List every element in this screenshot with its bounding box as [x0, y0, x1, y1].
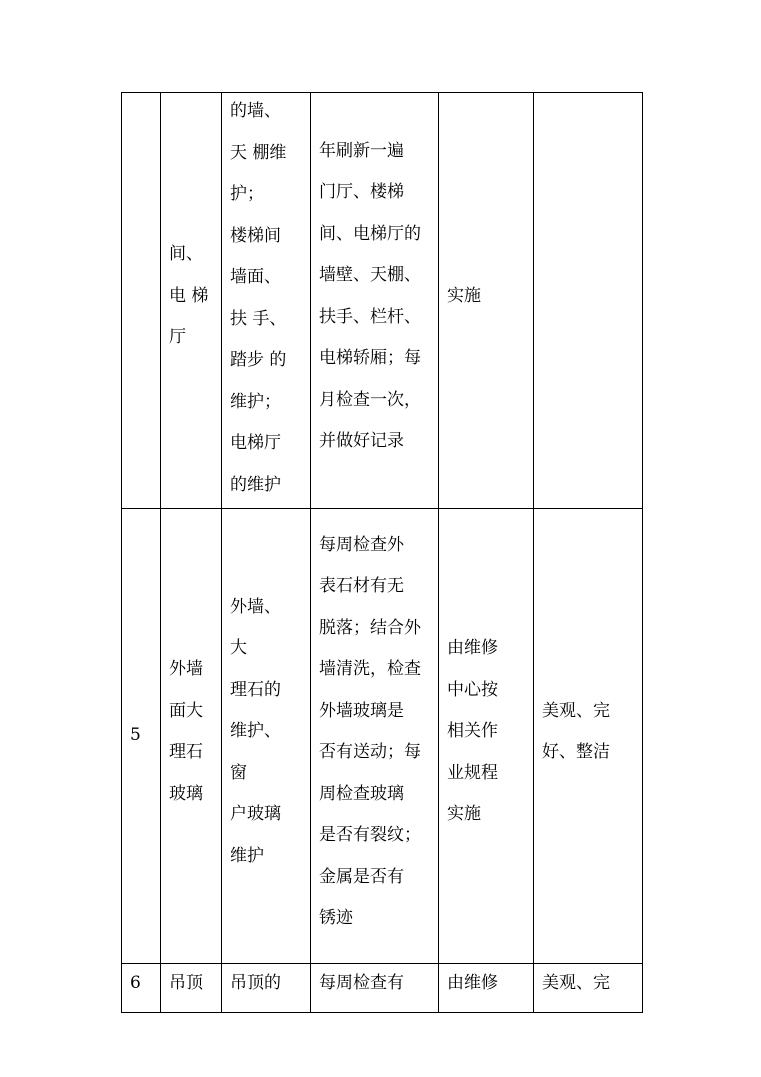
- cell-standard: [311, 964, 439, 1013]
- cell-line: 维护: [230, 845, 264, 866]
- cell-line: 间、电梯厅的: [319, 223, 421, 244]
- cell-standard: [311, 93, 439, 509]
- cell-line: 表石材有无: [319, 576, 404, 596]
- cell-content: [222, 93, 311, 509]
- cell-line: 理石的: [230, 679, 281, 700]
- cell-line: 外墙: [169, 659, 203, 679]
- cell-result: [534, 964, 643, 1013]
- cell-standard: [311, 509, 439, 964]
- cell-executor: [439, 964, 534, 1013]
- cell-line: 周检查玻璃: [319, 783, 404, 804]
- cell-line: 年刷新一遍: [319, 140, 404, 161]
- cell-line: 吊顶的: [230, 973, 281, 993]
- cell-line: 月检查一次，: [319, 389, 421, 410]
- cell-line: 的墙、: [230, 101, 281, 121]
- cell-line: 维护、: [230, 721, 281, 742]
- cell-line: 间、: [169, 244, 203, 265]
- cell-no: [122, 509, 161, 964]
- cell-result: [534, 509, 643, 964]
- cell-line: 金属是否有: [319, 866, 404, 887]
- cell-line: 的维护: [230, 474, 281, 495]
- cell-line: 中心按: [447, 679, 498, 700]
- cell-line: 门厅、楼梯: [319, 182, 404, 202]
- cell-line: 理石: [169, 742, 203, 762]
- cell-line: 扶手、栏杆、: [319, 306, 421, 327]
- cell-line: 户玻璃: [230, 804, 281, 825]
- cell-line: 电梯轿厢；每: [319, 348, 421, 368]
- cell-line: 吊顶: [169, 973, 203, 993]
- table-row: [122, 509, 643, 964]
- cell-content: [222, 509, 311, 964]
- cell-line: 业规程: [447, 762, 498, 783]
- cell-line: 电 梯: [169, 285, 209, 306]
- cell-line: 踏步 的: [230, 350, 287, 370]
- cell-line: 脱落；结合外: [319, 617, 421, 638]
- cell-line: 相关作: [447, 721, 498, 742]
- maintenance-table: [121, 92, 643, 1013]
- cell-line: 大: [230, 638, 247, 659]
- cell-line: 维护；: [230, 391, 281, 412]
- cell-item: [161, 93, 222, 509]
- cell-line: 电梯厅: [230, 433, 281, 453]
- cell-line: 厅: [169, 327, 186, 348]
- row-number: 6: [130, 973, 141, 993]
- cell-line: 实施: [447, 804, 481, 825]
- cell-line: 美观、完: [542, 700, 610, 721]
- cell-line: 外墙、: [230, 596, 281, 617]
- cell-line: 扶 手、: [230, 308, 287, 329]
- cell-line: 墙壁、天棚、: [319, 265, 421, 285]
- cell-line: 天 棚维: [230, 142, 287, 163]
- cell-executor: [439, 509, 534, 964]
- cell-line: 并做好记录: [319, 431, 404, 451]
- cell-line: 由维修: [447, 973, 498, 993]
- cell-line: 是否有裂纹；: [319, 825, 421, 845]
- cell-line: 实施: [447, 285, 481, 306]
- cell-line: 锈迹: [319, 908, 353, 928]
- cell-item: [161, 964, 222, 1013]
- cell-line: 外墙玻璃是: [319, 700, 404, 721]
- cell-line: 好、整洁: [542, 742, 610, 762]
- cell-line: 每周检查有: [319, 973, 404, 993]
- cell-line: 墙清洗，检查: [319, 659, 421, 679]
- table-row: [122, 93, 643, 509]
- table-row: [122, 964, 643, 1013]
- cell-no: [122, 93, 161, 509]
- cell-item: [161, 509, 222, 964]
- cell-line: 否有送动；每: [319, 742, 421, 762]
- cell-line: 玻璃: [169, 783, 203, 804]
- cell-line: 面大: [169, 700, 203, 721]
- cell-result: [534, 93, 643, 509]
- cell-executor: [439, 93, 534, 509]
- cell-line: 由维修: [447, 638, 498, 659]
- row-number: 5: [130, 725, 141, 746]
- cell-line: 护；: [230, 184, 264, 204]
- cell-line: 每周检查外: [319, 534, 404, 555]
- cell-line: 墙面、: [230, 267, 281, 287]
- cell-content: [222, 964, 311, 1013]
- cell-line: 美观、完: [542, 973, 610, 993]
- cell-line: 窗: [230, 762, 247, 783]
- cell-no: [122, 964, 161, 1013]
- cell-line: 楼梯间: [230, 225, 281, 246]
